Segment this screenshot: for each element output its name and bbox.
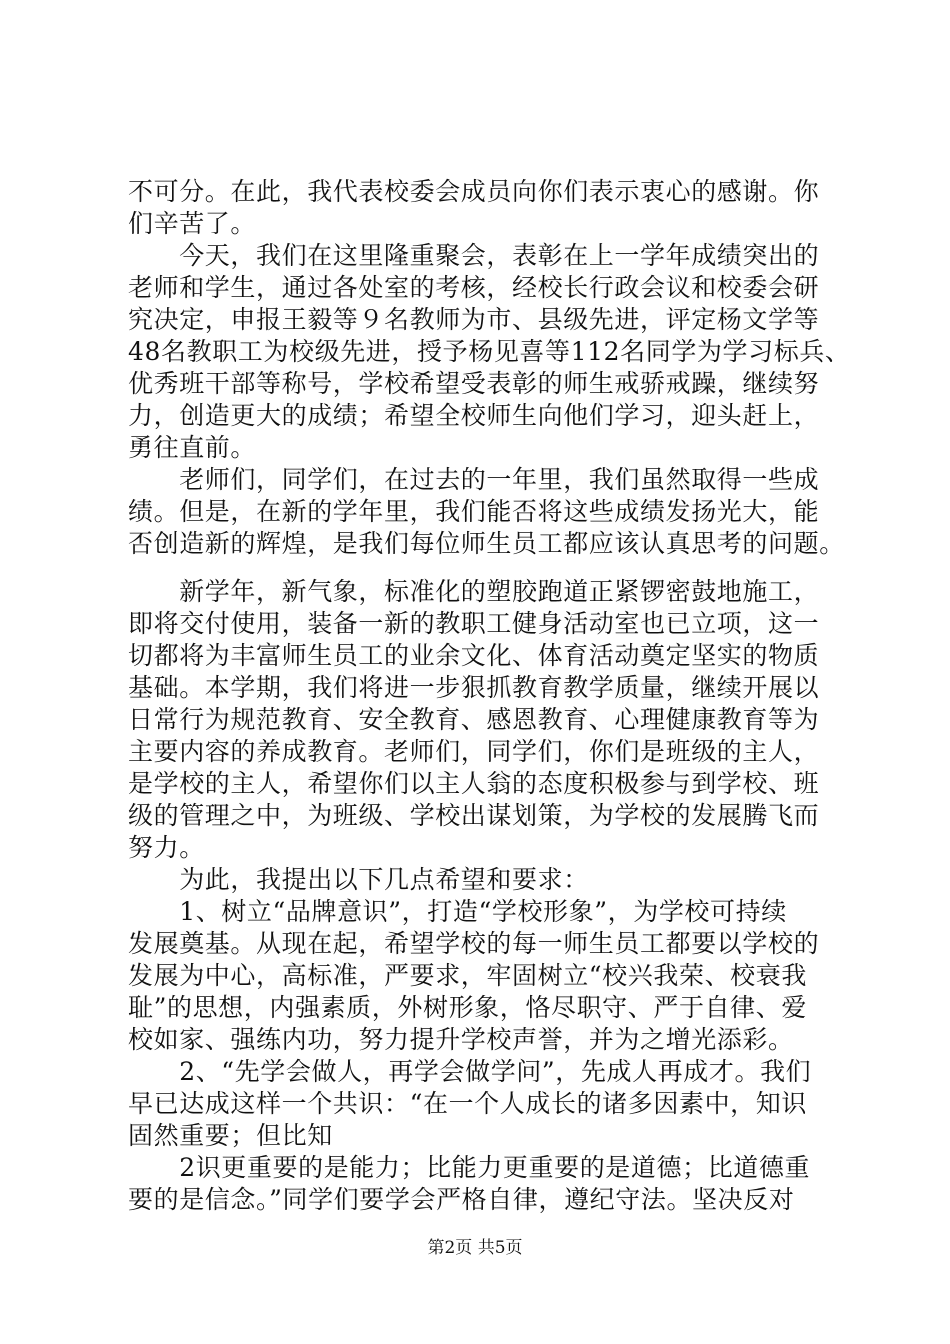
text-line: 2、“先学会做人，再学会做学问”，先成人再成才。我们 <box>128 1057 812 1086</box>
text-line: 切都将为丰富师生员工的业余文化、体育活动奠定坚实的物质 <box>128 641 820 670</box>
text-line: 发展为中心，高标准，严要求，牢固树立“校兴我荣、校衰我 <box>128 961 807 990</box>
text-line: 2识更重要的是能力；比能力更重要的是道德；比道德重 <box>128 1153 811 1182</box>
text-line: 发展奠基。从现在起，希望学校的每一师生员工都要以学校的 <box>128 929 820 958</box>
text-line: 绩。但是，在新的学年里，我们能否将这些成绩发扬光大，能 <box>128 497 820 526</box>
text-line: 为此，我提出以下几点希望和要求： <box>128 865 589 894</box>
text-line: 早已达成这样一个共识：“在一个人成长的诸多因素中，知识 <box>128 1089 807 1118</box>
text-line: 主要内容的养成教育。老师们，同学们，你们是班级的主人， <box>128 737 820 766</box>
text-line: 优秀班干部等称号，学校希望受表彰的师生戒骄戒躁，继续努 <box>128 369 820 398</box>
text-line: 努力。 <box>128 833 205 862</box>
page-footer: 第2页 共5页 <box>427 1238 523 1258</box>
text-line: 1、树立“品牌意识”，打造“学校形象”，为学校可持续 <box>128 897 787 926</box>
text-line: 耻”的思想，内强素质，外树形象，恪尽职守、严于自律、爱 <box>128 993 807 1022</box>
text-line: 新学年，新气象，标准化的塑胶跑道正紧锣密鼓地施工， <box>128 577 820 606</box>
text-line: 基础。本学期，我们将进一步狠抓教育教学质量，继续开展以 <box>128 673 820 702</box>
text-line: 是学校的主人，希望你们以主人翁的态度积极参与到学校、班 <box>128 769 820 798</box>
text-line: 要的是信念。”同学们要学会严格自律，遵纪守法。坚决反对 <box>128 1185 795 1214</box>
text-line: 力，创造更大的成绩；希望全校师生向他们学习，迎头赶上， <box>128 401 820 430</box>
text-line: 们辛苦了。 <box>128 209 257 238</box>
text-line: 校如家、强练内功，努力提升学校声誉，并为之增光添彩。 <box>128 1025 794 1054</box>
text-line: 不可分。在此，我代表校委会成员向你们表示衷心的感谢。你 <box>128 177 820 206</box>
text-line: 究决定，申报王毅等９名教师为市、县级先进，评定杨文学等 <box>128 305 820 334</box>
text-line: 即将交付使用，装备一新的教职工健身活动室也已立项，这一 <box>128 609 820 638</box>
text-line: 日常行为规范教育、安全教育、感恩教育、心理健康教育等为 <box>128 705 820 734</box>
text-line: 固然重要；但比知 <box>128 1121 333 1150</box>
text-line: 今天，我们在这里隆重聚会，表彰在上一学年成绩突出的 <box>128 241 820 270</box>
text-line: 48名教职工为校级先进，授予杨见喜等112名同学为学习标兵、 <box>128 337 851 366</box>
text-line: 级的管理之中，为班级、学校出谋划策，为学校的发展腾飞而 <box>128 801 820 830</box>
text-line: 老师们，同学们，在过去的一年里，我们虽然取得一些成 <box>128 465 820 494</box>
text-line: 老师和学生，通过各处室的考核，经校长行政会议和校委会研 <box>128 273 820 302</box>
text-line: 勇往直前。 <box>128 433 257 462</box>
text-line: 否创造新的辉煌，是我们每位师生员工都应该认真思考的问题。 <box>128 529 845 558</box>
